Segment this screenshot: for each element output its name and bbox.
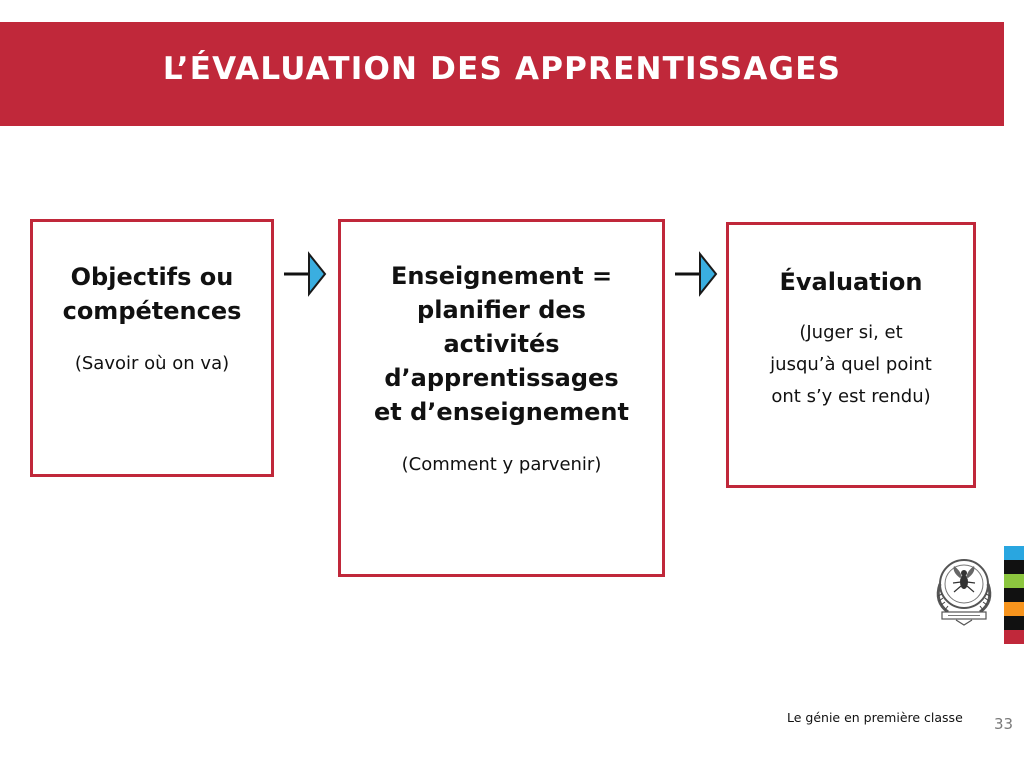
polytechnique-seal-icon: [928, 550, 1000, 626]
footer-tagline: Le génie en première classe: [787, 710, 963, 725]
evaluation-subtitle-line: ont s’y est rendu): [771, 386, 931, 407]
evaluation-box: [726, 222, 976, 488]
brand-stripes: [1004, 546, 1024, 644]
page-number: 33: [994, 715, 1014, 733]
title-bar: [0, 22, 1004, 126]
brand-stripe: [1004, 588, 1024, 602]
objectives-title: [33, 260, 271, 328]
objectives-title-line: Objectifs ou: [70, 263, 234, 291]
objectives-subtitle: (Savoir où on va): [74, 353, 230, 374]
brand-stripe: [1004, 602, 1024, 616]
teaching-box: [338, 219, 665, 577]
right-arrow-icon: [674, 251, 720, 297]
teaching-title-line: Enseignement =: [390, 262, 613, 290]
evaluation-title: Évaluation: [779, 268, 923, 296]
teaching-title-line: d’apprentissages: [384, 364, 619, 392]
brand-stripe: [1004, 574, 1024, 588]
teaching-title: [341, 259, 662, 429]
brand-stripe: [1004, 616, 1024, 630]
teaching-subtitle: (Comment y parvenir): [401, 454, 602, 475]
slide-title: L’ÉVALUATION DES APPRENTISSAGES: [162, 51, 842, 87]
brand-stripe: [1004, 560, 1024, 574]
teaching-title-line: activités: [443, 330, 560, 358]
teaching-title-line: planifier des: [417, 296, 586, 324]
right-arrow-icon: [283, 251, 329, 297]
brand-stripe: [1004, 630, 1024, 644]
teaching-title-line: et d’enseignement: [374, 398, 629, 426]
objectives-box: [30, 219, 274, 477]
brand-stripe: [1004, 546, 1024, 560]
evaluation-subtitle-line: jusqu’à quel point: [770, 354, 932, 375]
evaluation-subtitle: [741, 317, 961, 413]
objectives-title-line: compétences: [62, 297, 242, 325]
evaluation-subtitle-line: (Juger si, et: [799, 322, 903, 343]
